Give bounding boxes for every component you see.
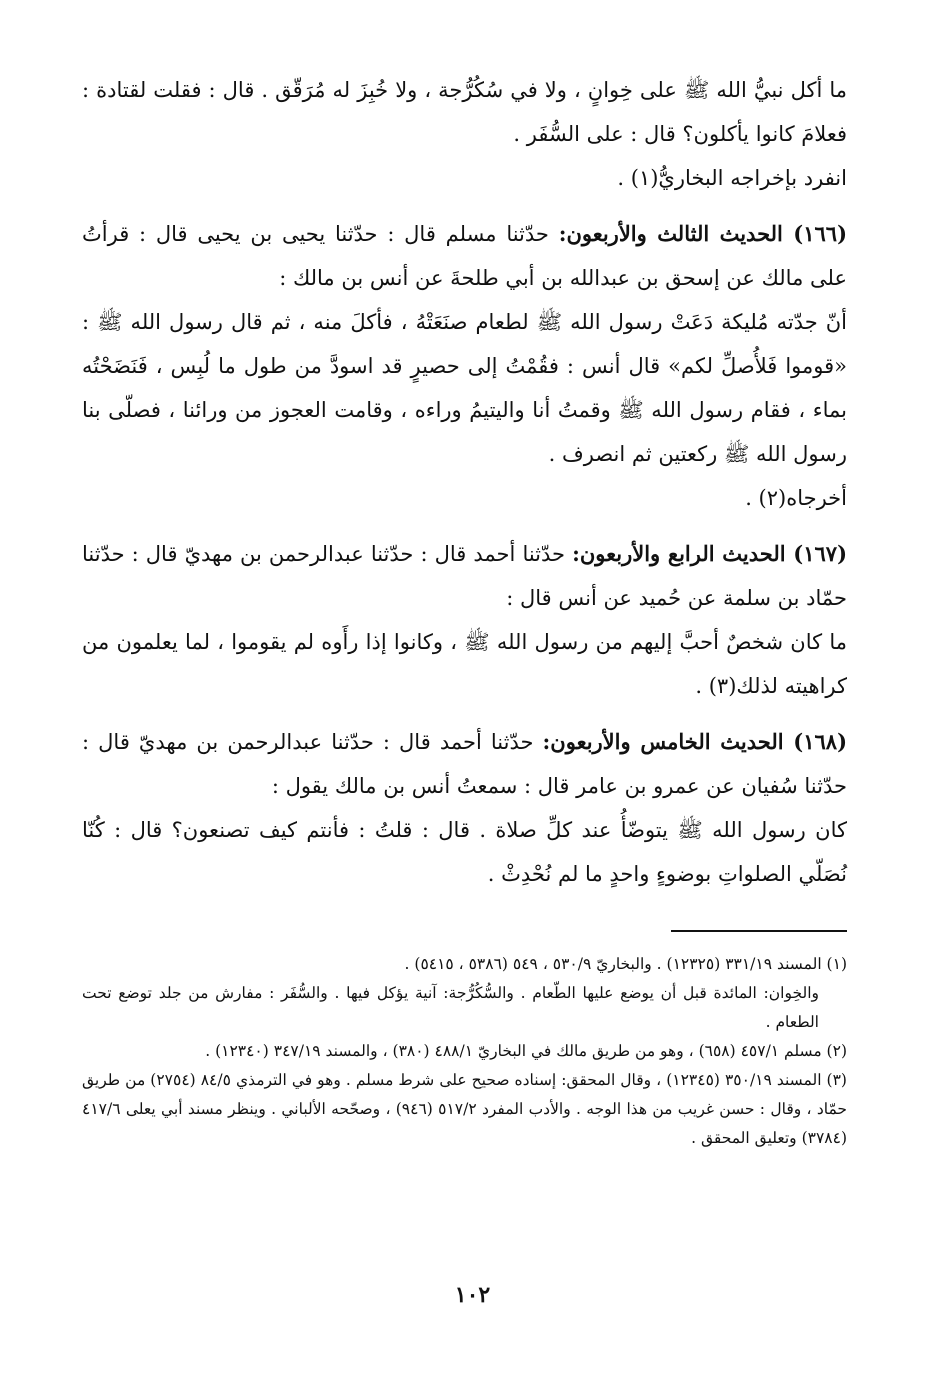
- text-paragraph: [82, 300, 847, 476]
- paragraph-text: حدّثنا مسلم قال : حدّثنا يحيى بن يحيى قال : قرأتُ على مالك عن إسحق بن عبدالله بن أبي طلحةَ عن أنس بن مالك :: [82, 222, 847, 290]
- hadith-paragraph: [82, 720, 847, 808]
- text-paragraph: [82, 156, 847, 200]
- text-paragraph: [82, 476, 847, 520]
- main-text: [82, 68, 847, 896]
- text-paragraph: [82, 620, 847, 708]
- hadith-heading: (١٦٨) الحديث الخامس والأربعون:: [542, 729, 847, 754]
- footnote: (١) المسند ٣٣١/١٩ (١٢٣٢٥) . والبخاريّ ٥٣٠/٩ ، ٥٤٩ (٥٣٨٦ ، ٥٤١٥) .: [404, 955, 847, 973]
- paragraph-text: حدّثنا أحمد قال : حدّثنا عبدالرحمن بن مهديّ قال : حدّثنا سُفيان عن عمرو بن عامر قال : سمعتُ أنس بن مالك يقول :: [82, 730, 847, 798]
- paragraph-text: كان رسول الله ﷺ يتوضّأُ عند كلِّ صلاة . قال : قلتُ : فأنتم كيف تصنعون؟ قال : كُنّا نُصَلّي الصلواتِ بوضوءٍ واحدٍ ما لم نُحْدِثْ .: [82, 818, 847, 886]
- page-number: ١٠٢: [454, 1282, 491, 1308]
- paragraph-text: أخرجاه(٢) .: [745, 486, 847, 510]
- hadith-heading: (١٦٧) الحديث الرابع والأربعون:: [572, 541, 847, 566]
- footnote-separator: [671, 930, 847, 932]
- hadith-paragraph: [82, 532, 847, 620]
- footnote: (٢) مسلم ٤٥٧/١ (٦٥٨) ، وهو من طريق مالك في البخاريّ ٤٨٨/١ (٣٨٠) ، والمسند ٣٤٧/١٩ (١٢٣٤٠) .: [205, 1042, 847, 1060]
- text-paragraph: [82, 808, 847, 896]
- footnotes: [82, 950, 847, 1153]
- footnote: (٣) المسند ٣٥٠/١٩ (١٢٣٤٥) ، وقال المحقق: إسناده صحيح على شرط مسلم . وهو في الترمذي ٨٤/٥ (٢٧٥٤) من طريق حمّاد ، وقال : حسن غريب من هذا الوجه . والأدب المفرد ٥١٧/٢ (٩٤٦) ، وصحّحه الألباني . وينظر مسند أبي يعلى ٤١٧/٦ (٣٧٨٤) وتعليق المحقق .: [82, 1071, 847, 1147]
- paragraph-text: حدّثنا أحمد قال : حدّثنا عبدالرحمن بن مهديّ قال : حدّثنا حمّاد بن سلمة عن حُميد عن أنس قال :: [82, 542, 847, 610]
- hadith-heading: (١٦٦) الحديث الثالث والأربعون:: [558, 221, 847, 246]
- paragraph-text: ما أكل نبيُّ الله ﷺ على خِوانٍ ، ولا في سُكُرُّجة ، ولا خُبِزَ له مُرَقّق . قال : فقلت لقتادة : فعلامَ كانوا يأكلون؟ قال : على السُّفَر .: [82, 78, 847, 146]
- paragraph-text: انفرد بإخراجه البخاريُّ(١) .: [617, 166, 847, 190]
- paragraph-text: أنّ جدّته مُليكة دَعَتْ رسول الله ﷺ لطعام صنَعَتْهُ ، فأكلَ منه ، ثم قال رسول الله ﷺ : «قوموا فَلأُصلِّ لكم» قال أنس : فقُمْتُ إلى حصيرٍ قد اسودَّ من طول ما لُبِس ، فَنَضَحْتُه بماء ، فقام رسول الله ﷺ وقمتُ أنا واليتيمُ وراءه ، وقامت العجوز من ورائنا ، فصلّى بنا رسول الله ﷺ ركعتين ثم انصرف .: [82, 310, 847, 466]
- paragraph-text: ما كان شخصٌ أحبَّ إليهم من رسول الله ﷺ ، وكانوا إذا رأَوه لم يقوموا ، لما يعلمون من كراهيته لذلك(٣) .: [82, 630, 847, 698]
- hadith-paragraph: [82, 212, 847, 300]
- text-paragraph: [82, 68, 847, 156]
- footnote: والخِوان: المائدة قبل أن يوضع عليها الطّعام . والسُّكُرُّجة: آنية يؤكل فيها . والسُّفَر : مفارش من جلد توضع تحت الطعام .: [82, 984, 819, 1031]
